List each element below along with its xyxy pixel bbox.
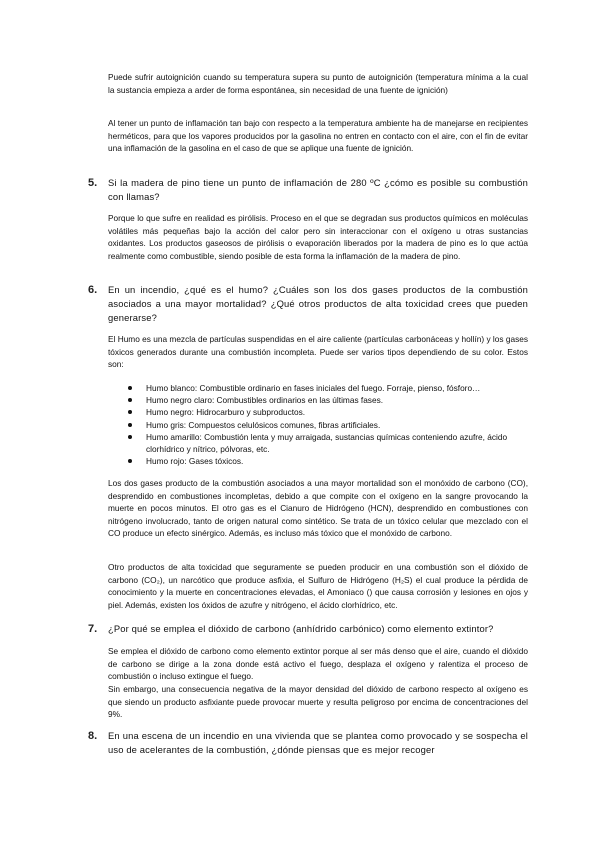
- question-8-number: 8.: [88, 730, 98, 742]
- question-7-answer-2: Sin embargo, una consecuencia negativa de la mayor densidad del dióxido de carbono respecto al oxígeno es que siendo un producto asfixiante puede provocar muerte y resulta peligroso por encima de concentraciones del 9%.: [108, 684, 528, 720]
- bullet-icon: [128, 386, 132, 390]
- list-item-text: Humo amarillo: Combustión lenta y muy arraigada, sustancias químicas conteniendo azufre, ácido clorhídrico y nítrico, pólvoras, etc.: [146, 431, 508, 455]
- list-item-text: Humo negro claro: Combustibles ordinarios en las últimas fases.: [146, 395, 384, 406]
- list-item: [128, 406, 528, 418]
- question-6-number: 6.: [88, 284, 98, 296]
- list-item-text: Humo negro: Hidrocarburo y subproductos.: [146, 407, 306, 418]
- list-item: [128, 419, 528, 431]
- question-8-text: En una escena de un incendio en una vivienda que se plantea como provocado y se sospecha el uso de acelerantes de la combustión, ¿dónde piensas que es mejor recoger: [108, 730, 528, 755]
- question-7-text: ¿Por qué se emplea el dióxido de carbono (anhídrido carbónico) como elemento extintor?: [108, 623, 494, 634]
- list-item: [128, 394, 528, 406]
- paragraph-autoignition: Puede sufrir autoignición cuando su temperatura supera su punto de autoignición (temperatura mínima a la cual la sustancia empieza a arder de forma espontánea, sin necesidad de una fuente de ignición): [108, 72, 528, 95]
- question-7-answer-1: Se emplea el dióxido de carbono como elemento extintor porque al ser más denso que el aire, cuando el dióxido de carbono se dirige a la zona donde está activo el fuego, desplaza el oxígeno y ralentiza el proceso de combustión o incluso extingue el fuego.: [108, 646, 528, 682]
- paragraph-flash-point: Al tener un punto de inflamación tan bajo con respecto a la temperatura ambiente ha de manejarse en recipientes herméticos, para que los vapores producidos por la gasolina no entren en contacto con el aire, con el fin de evitar una inflamación de la gasolina en el caso de que se aplique una fuente de ignición.: [108, 118, 528, 154]
- list-item-text: Humo rojo: Gases tóxicos.: [146, 456, 244, 467]
- question-6-intro: El Humo es una mezcla de partículas suspendidas en el aire caliente (partículas carbonáceas y hollín) y los gases tóxicos generados durante una combustión incompleta. Puede ser varios tipos dependiendo de su color. Estos son:: [108, 334, 528, 370]
- question-5-number: 5.: [88, 177, 98, 189]
- question-6-other-products: Otro productos de alta toxicidad que seguramente se pueden producir en una combustión son el dióxido de carbono (CO₂), un narcótico que produce asfixia, el Sulfuro de Hidrógeno (H₂S) el cual produce la pérdida de conocimiento y la muerte en concentraciones elevadas, el Amoniaco () que causa corrosión y lesiones en ojos y piel. Además, existen los óxidos de azufre y nitrógeno, el ácido clorhídrico, etc.: [108, 562, 528, 610]
- bullet-icon: [128, 459, 132, 463]
- bullet-icon: [128, 398, 132, 402]
- list-item: [128, 431, 528, 455]
- question-7-number: 7.: [88, 623, 98, 635]
- bullet-icon: [128, 435, 132, 439]
- list-item-text: Humo gris: Compuestos celulósicos comunes, fibras artificiales.: [146, 419, 381, 430]
- question-5-text: Si la madera de pino tiene un punto de inflamación de 280 ºC ¿cómo es posible su combustión con llamas?: [108, 177, 528, 202]
- list-item: [128, 382, 528, 394]
- question-6-gases: Los dos gases producto de la combustión asociados a una mayor mortalidad son el monóxido de carbono (CO), desprendido en combustiones incompletas, debido a que compite con el oxígeno en la sangre provocando la muerte en pocos minutos. El otro gas es el Cianuro de Hidrógeno (HCN), desprendido en combustiones con nitrógeno involucrado, tanto de origen natural como sintético. Se trata de un tóxico celular que mezclado con el CO produce un efecto sinérgico. Además, es incluso más tóxico que el monóxido de carbono.: [108, 478, 528, 539]
- bullet-icon: [128, 423, 132, 427]
- smoke-types-list: [128, 382, 528, 467]
- question-5-answer: Porque lo que sufre en realidad es pirólisis. Proceso en el que se degradan sus productos químicos en moléculas volátiles más pequeñas bajo la acción del calor pero sin interaccionar con el oxígeno u otras sustancias oxidantes. Los productos gaseosos de pirólisis o evaporación liberados por la madera de pino es lo que actúa realmente como combustible, siendo posible de esta forma la inflamación de la madera de pino.: [108, 213, 528, 261]
- bullet-icon: [128, 410, 132, 414]
- list-item: [128, 455, 528, 467]
- question-6-text: En un incendio, ¿qué es el humo? ¿Cuáles son los dos gases productos de la combustión asociados a una mayor mortalidad? ¿Qué otros productos de alta toxicidad crees que pueden generarse?: [108, 284, 528, 323]
- list-item-text: Humo blanco: Combustible ordinario en fases iniciales del fuego. Forraje, pienso, fósforo…: [146, 383, 481, 393]
